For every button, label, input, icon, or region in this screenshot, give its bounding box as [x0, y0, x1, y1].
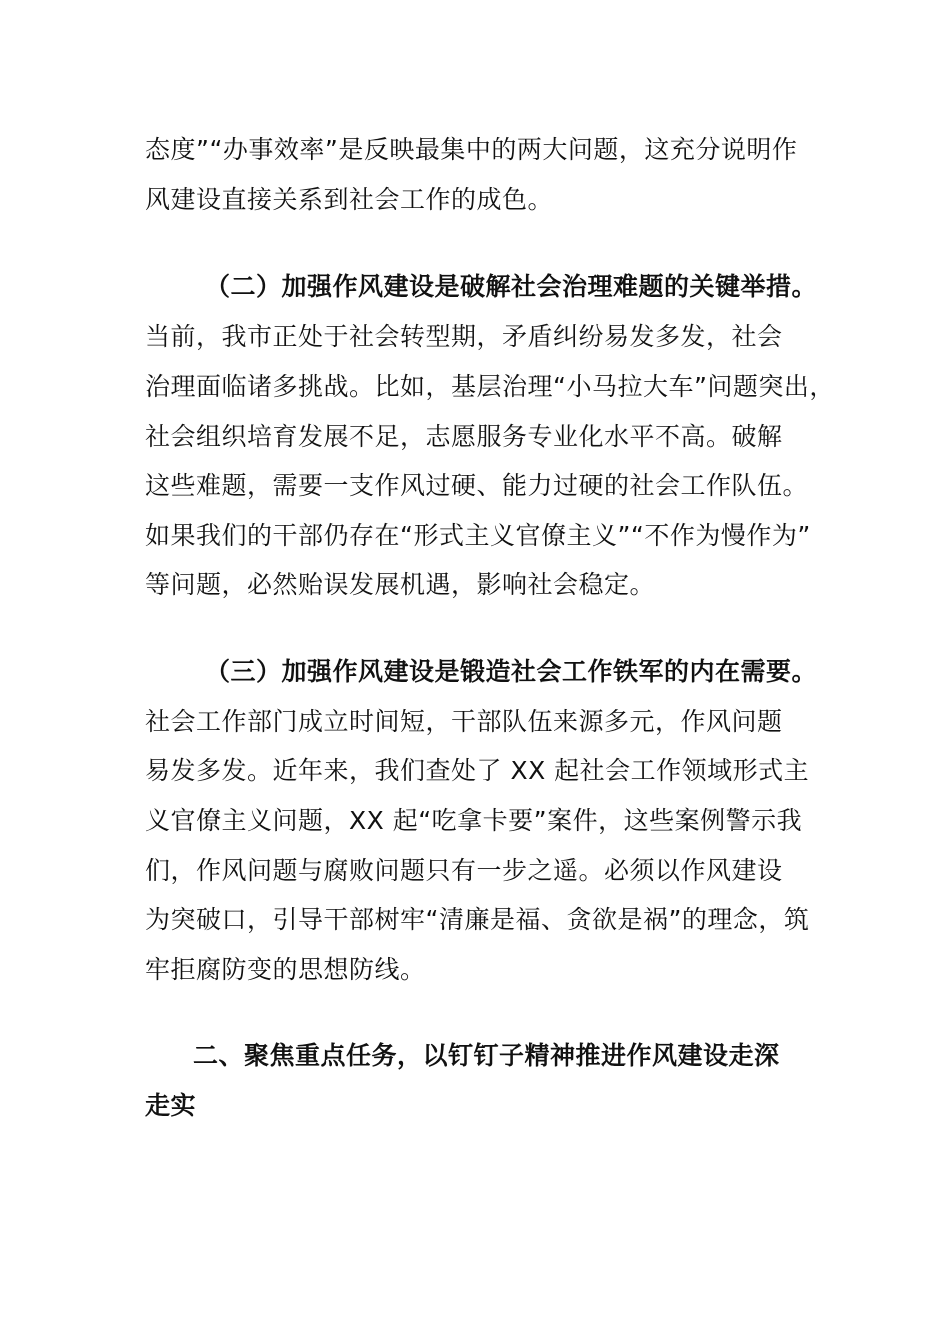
paragraph-line: 牢拒腐防变的思想防线。 [145, 955, 426, 984]
section-heading-2: （二）加强作风建设是破解社会治理难题的关键举措。 [205, 272, 818, 301]
paragraph-line: 为突破口，引导干部树牢“清廉是福、贪欲是祸”的理念，筑 [145, 905, 810, 934]
part-heading-continued: 走实 [145, 1091, 197, 1120]
paragraph-line: 易发多发。近年来，我们查处了 XX 起社会工作领域形式主 [145, 756, 810, 785]
paragraph-line: 治理面临诸多挑战。比如，基层治理“小马拉大车”问题突出， [145, 372, 835, 401]
paragraph-line: 社会组织培育发展不足，志愿服务专业化水平不高。破解 [145, 422, 783, 451]
paragraph-line: 这些难题，需要一支作风过硬、能力过硬的社会工作队伍。 [145, 471, 809, 500]
section-heading-3: （三）加强作风建设是锻造社会工作铁军的内在需要。 [205, 657, 818, 686]
paragraph-line: 义官僚主义问题，XX 起“吃拿卡要”案件，这些案例警示我 [145, 806, 803, 835]
paragraph-line: 社会工作部门成立时间短，干部队伍来源多元，作风问题 [145, 707, 783, 736]
part-heading: 二、聚焦重点任务，以钉钉子精神推进作风建设走深 [193, 1041, 780, 1070]
paragraph-line: 如果我们的干部仍存在“形式主义官僚主义”“不作为慢作为” [145, 521, 811, 550]
paragraph-line: 等问题，必然贻误发展机遇，影响社会稳定。 [145, 570, 656, 599]
paragraph-line: 态度”“办事效率”是反映最集中的两大问题，这充分说明作 [145, 135, 798, 164]
paragraph-line: 们，作风问题与腐败问题只有一步之遥。必须以作风建设 [145, 856, 783, 885]
paragraph-line: 风建设直接关系到社会工作的成色。 [145, 185, 554, 214]
paragraph-line: 当前，我市正处于社会转型期，矛盾纠纷易发多发，社会 [145, 322, 783, 351]
